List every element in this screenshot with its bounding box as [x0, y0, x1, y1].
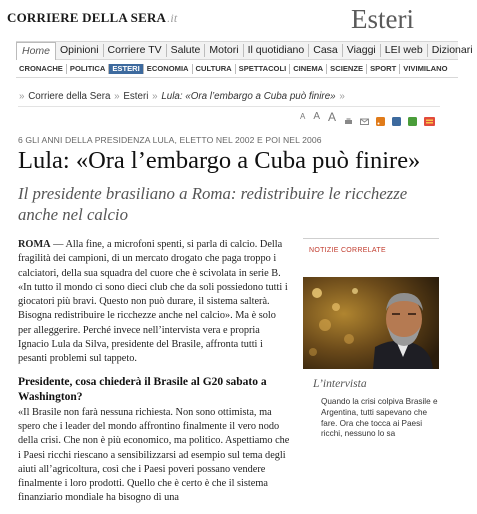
nav-section-cultura[interactable]: CULTURA	[193, 64, 236, 74]
secondary-nav	[16, 62, 458, 75]
interview-caption[interactable]: Quando la crisi colpiva Brasile e Argentina, tutti sapevano che fare. Ora che tocca ai Paesi ricchi, nessuno lo sa	[321, 397, 438, 439]
site-logo[interactable]	[7, 10, 177, 26]
site-logo-text: CORRIERE DELLA SERA	[7, 10, 167, 25]
nav-section-spettacoli[interactable]: SPETTACOLI	[236, 64, 291, 74]
article-subhead: Il presidente brasiliano a Roma: redistribuire le ricchezze anche nel calcio	[18, 184, 408, 224]
related-news-heading[interactable]: NOTIZIE CORRELATE	[309, 247, 386, 254]
email-icon[interactable]	[360, 113, 368, 121]
section-title: Esteri	[351, 4, 414, 34]
nav-section-economia[interactable]: ECONOMIA	[144, 64, 193, 74]
interview-label[interactable]: L’intervista	[313, 377, 367, 390]
nav-item-il-quotidiano[interactable]: Il quotidiano	[244, 44, 310, 57]
breadcrumb-separator: »	[339, 91, 345, 102]
nav-item-lei-web[interactable]: LEI web	[381, 44, 428, 57]
nav-item-salute[interactable]: Salute	[167, 44, 206, 57]
nav-section-cronache[interactable]: CRONACHE	[16, 64, 67, 74]
text-size-small-button[interactable]: A	[300, 112, 306, 121]
interview-answer: «Il Brasile non farà nessuna richiesta. Non sono ottimista, ma spero che i leader del mondo affrontino finalmente il vero nodo della crisi. Che non è più economico, ma politico. Aspettiamo che i Paesi ricchi riescano a sensibilizzarsi ad esempio sul tema degli aiuti all’agricoltura, così che i Paesi poveri possano vendere finalmente i loro prodotti. Quello che è certo è che il sistema finanziario mondiale ha bisogno di una	[18, 406, 290, 504]
nav-item-motori[interactable]: Motori	[205, 44, 243, 57]
text-size-large-button[interactable]: A	[328, 110, 337, 124]
nav-section-scienze[interactable]: SCIENZE	[327, 64, 367, 74]
sidebar	[303, 238, 439, 440]
breadcrumb	[18, 91, 346, 102]
article-dateline: ROMA	[18, 239, 51, 250]
breadcrumb-home-link[interactable]: Corriere della Sera	[28, 91, 111, 102]
nav-section-cinema[interactable]: CINEMA	[290, 64, 327, 74]
article-toolbar	[300, 111, 432, 123]
nav-section-esteri[interactable]: ESTERI	[109, 64, 143, 74]
print-icon[interactable]	[344, 113, 352, 121]
share-icon[interactable]	[392, 113, 400, 121]
breadcrumb-current: Lula: «Ora l’embargo a Cuba può finire»	[161, 91, 336, 102]
interview-photo[interactable]	[303, 277, 439, 369]
article-paragraph-text: — Alla fine, a microfoni spenti, si parla di calcio. Della fragilità dei campioni, di un mercato drogato che paga troppo i calciatori, della sua squadra del cuore che è scivolata in serie B. «In tutto il mondo ci sono dieci club che da soli possiedono tutti i giocatori più bravi. Questo non può durare, il sistema salterà. Bisogna redistribuire le ricchezze anche nel calcio». Ma è solo per alleggerire. Perché invece nell’intervista vera e propria Ignacio Lula da Silva, presidente del Brasile, affronta tutti i pesanti problemi sul tappeto.	[18, 239, 288, 365]
article-kicker: 6 GLI ANNI DELLA PRESIDENZA LULA, ELETTO NEL 2002 E POI NEL 2006	[18, 135, 322, 145]
article-paragraph	[18, 238, 290, 367]
nav-item-home[interactable]: Home	[16, 42, 56, 60]
rss-icon[interactable]	[376, 113, 384, 121]
breadcrumb-section-link[interactable]: Esteri	[123, 91, 149, 102]
nav-item-casa[interactable]: Casa	[309, 44, 343, 57]
interview-question: Presidente, cosa chiederà il Brasile al G20 sabato a Washington?	[18, 375, 267, 403]
breadcrumb-separator: »	[114, 91, 120, 102]
article-body	[18, 238, 290, 514]
bookmark-icon[interactable]	[408, 113, 416, 121]
breadcrumb-separator: »	[152, 91, 158, 102]
breadcrumb-divider	[18, 106, 440, 107]
nav-item-viaggi[interactable]: Viaggi	[343, 44, 381, 57]
site-logo-suffix: .it	[167, 11, 178, 25]
lula-portrait-image	[303, 277, 439, 369]
masthead	[0, 0, 458, 40]
breadcrumb-separator: »	[19, 91, 25, 102]
nav-divider	[16, 77, 458, 78]
primary-nav	[16, 41, 473, 60]
social-icon[interactable]	[424, 113, 432, 121]
text-size-medium-button[interactable]: A	[313, 111, 321, 122]
nav-item-opinioni[interactable]: Opinioni	[56, 44, 104, 57]
nav-section-sport[interactable]: SPORT	[367, 64, 400, 74]
nav-section-politica[interactable]: POLITICA	[67, 64, 109, 74]
article-headline: Lula: «Ora l’embargo a Cuba può finire»	[18, 147, 421, 174]
nav-item-corriere-tv[interactable]: Corriere TV	[104, 44, 167, 57]
nav-section-vivimilano[interactable]: VIVIMILANO	[403, 63, 448, 73]
nav-item-dizionari[interactable]: Dizionari	[431, 44, 473, 56]
